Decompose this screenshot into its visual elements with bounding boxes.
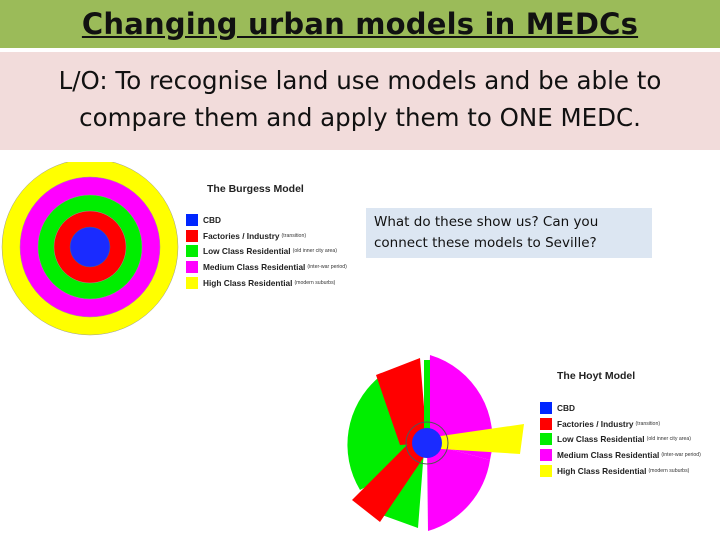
learning-objective-line-2: compare them and apply them to ONE MEDC. <box>79 103 641 132</box>
legend-swatch-high-class <box>186 277 198 289</box>
legend-note: (old inner city area) <box>646 436 692 443</box>
hoyt-strip-low-class <box>424 360 430 438</box>
hoyt-model-title: The Hoyt Model <box>557 370 636 382</box>
slide-title: Changing urban models in MEDCs <box>81 7 639 41</box>
legend-item <box>186 228 347 244</box>
title-bar <box>0 0 720 48</box>
legend-label: High Class Residential <box>203 278 293 289</box>
legend-item <box>540 463 701 479</box>
legend-label: Factories / Industry <box>557 418 634 429</box>
legend-label: Factories / Industry <box>203 230 280 241</box>
legend-item <box>540 400 701 416</box>
legend-label: High Class Residential <box>557 466 647 477</box>
legend-item <box>540 416 701 432</box>
legend-label: CBD <box>557 402 575 413</box>
legend-label: CBD <box>203 214 221 225</box>
legend-swatch-cbd <box>540 402 552 414</box>
legend-note: (transition) <box>635 420 661 427</box>
legend-swatch-low-class <box>540 433 552 445</box>
hoyt-model-diagram <box>338 350 538 540</box>
legend-label: Low Class Residential <box>203 246 291 257</box>
burgess-model-diagram <box>0 162 180 342</box>
legend-item <box>540 432 701 448</box>
legend-note: (modern suburbs) <box>294 280 336 287</box>
legend-item <box>540 447 701 463</box>
legend-swatch-low-class <box>186 245 198 257</box>
legend-swatch-factories <box>186 230 198 242</box>
learning-objective-line-1: L/O: To recognise land use models and be able to <box>58 66 662 95</box>
legend-note: (old inner city area) <box>292 248 338 255</box>
legend-label: Medium Class Residential <box>203 262 306 273</box>
hoyt-cbd <box>412 428 442 458</box>
legend-item <box>186 244 347 260</box>
legend-swatch-high-class <box>540 465 552 477</box>
legend-swatch-factories <box>540 418 552 430</box>
legend-item <box>186 259 347 275</box>
legend-note: (inter-war period) <box>661 452 701 459</box>
legend-label: Low Class Residential <box>557 434 645 445</box>
question-line-1: What do these show us? Can you <box>374 214 599 230</box>
legend-label: Medium Class Residential <box>557 450 660 461</box>
legend-swatch-cbd <box>186 214 198 226</box>
legend-item <box>186 275 347 291</box>
burgess-cbd <box>70 227 110 267</box>
hoyt-legend <box>540 400 701 479</box>
legend-swatch-medium-class <box>540 449 552 461</box>
legend-note: (inter-war period) <box>307 264 347 271</box>
legend-item <box>186 212 347 228</box>
discussion-question-box <box>366 208 652 258</box>
legend-swatch-medium-class <box>186 261 198 273</box>
burgess-legend <box>186 212 347 291</box>
burgess-model-title: The Burgess Model <box>207 183 304 195</box>
legend-note: (transition) <box>281 232 307 239</box>
question-line-2: connect these models to Seville? <box>374 235 597 251</box>
legend-note: (modern suburbs) <box>648 468 690 475</box>
learning-objective-box <box>0 52 720 150</box>
